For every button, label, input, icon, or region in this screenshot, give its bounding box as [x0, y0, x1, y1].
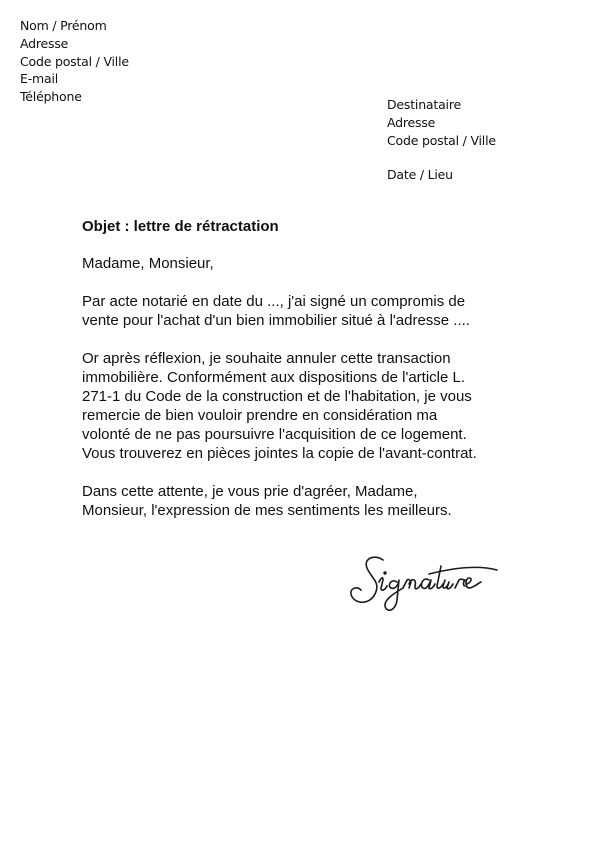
paragraph-line: Or après réflexion, je souhaite annuler cette transaction	[82, 350, 451, 367]
paragraph-line: Dans cette attente, je vous prie d'agréer, Madame,	[82, 483, 418, 500]
sender-postal-city: Code postal / Ville	[20, 53, 129, 69]
paragraph-line: Vous trouverez en pièces jointes la copie de l'avant-contrat.	[82, 445, 477, 462]
recipient-block	[387, 96, 496, 184]
sender-name: Nom / Prénom	[20, 18, 107, 33]
paragraph-purchase	[82, 292, 522, 330]
recipient-name: Destinataire	[387, 97, 461, 112]
recipient-address: Adresse	[387, 114, 436, 130]
paragraph-line: remercie de bien vouloir prendre en considération ma	[82, 407, 438, 424]
paragraph-line: Par acte notarié en date du ..., j'ai signé un compromis de	[82, 293, 466, 310]
letter-subject: Objet : lettre de rétractation	[82, 218, 279, 235]
letter-body	[82, 217, 522, 539]
paragraph-line: 271-1 du Code de la construction et de l'habitation, je vous	[82, 388, 472, 405]
sender-phone: Téléphone	[20, 89, 82, 105]
recipient-postal-city: Code postal / Ville	[387, 132, 496, 148]
paragraph-line: immobilière. Conformément aux dispositions de l'article L.	[82, 369, 466, 386]
sender-block	[20, 17, 129, 106]
paragraph-retraction	[82, 349, 522, 463]
sender-email: E-mail	[20, 71, 58, 87]
date-place: Date / Lieu	[387, 167, 453, 183]
signature-image	[345, 548, 505, 628]
letter-greeting: Madame, Monsieur,	[82, 255, 214, 272]
paragraph-line: volonté de ne pas poursuivre l'acquisition de ce logement.	[82, 426, 467, 443]
sender-address: Adresse	[20, 35, 69, 51]
paragraph-closing	[82, 482, 522, 520]
paragraph-line: vente pour l'achat d'un bien immobilier situé à l'adresse ....	[82, 312, 470, 329]
paragraph-line: Monsieur, l'expression de mes sentiments les meilleurs.	[82, 502, 452, 519]
